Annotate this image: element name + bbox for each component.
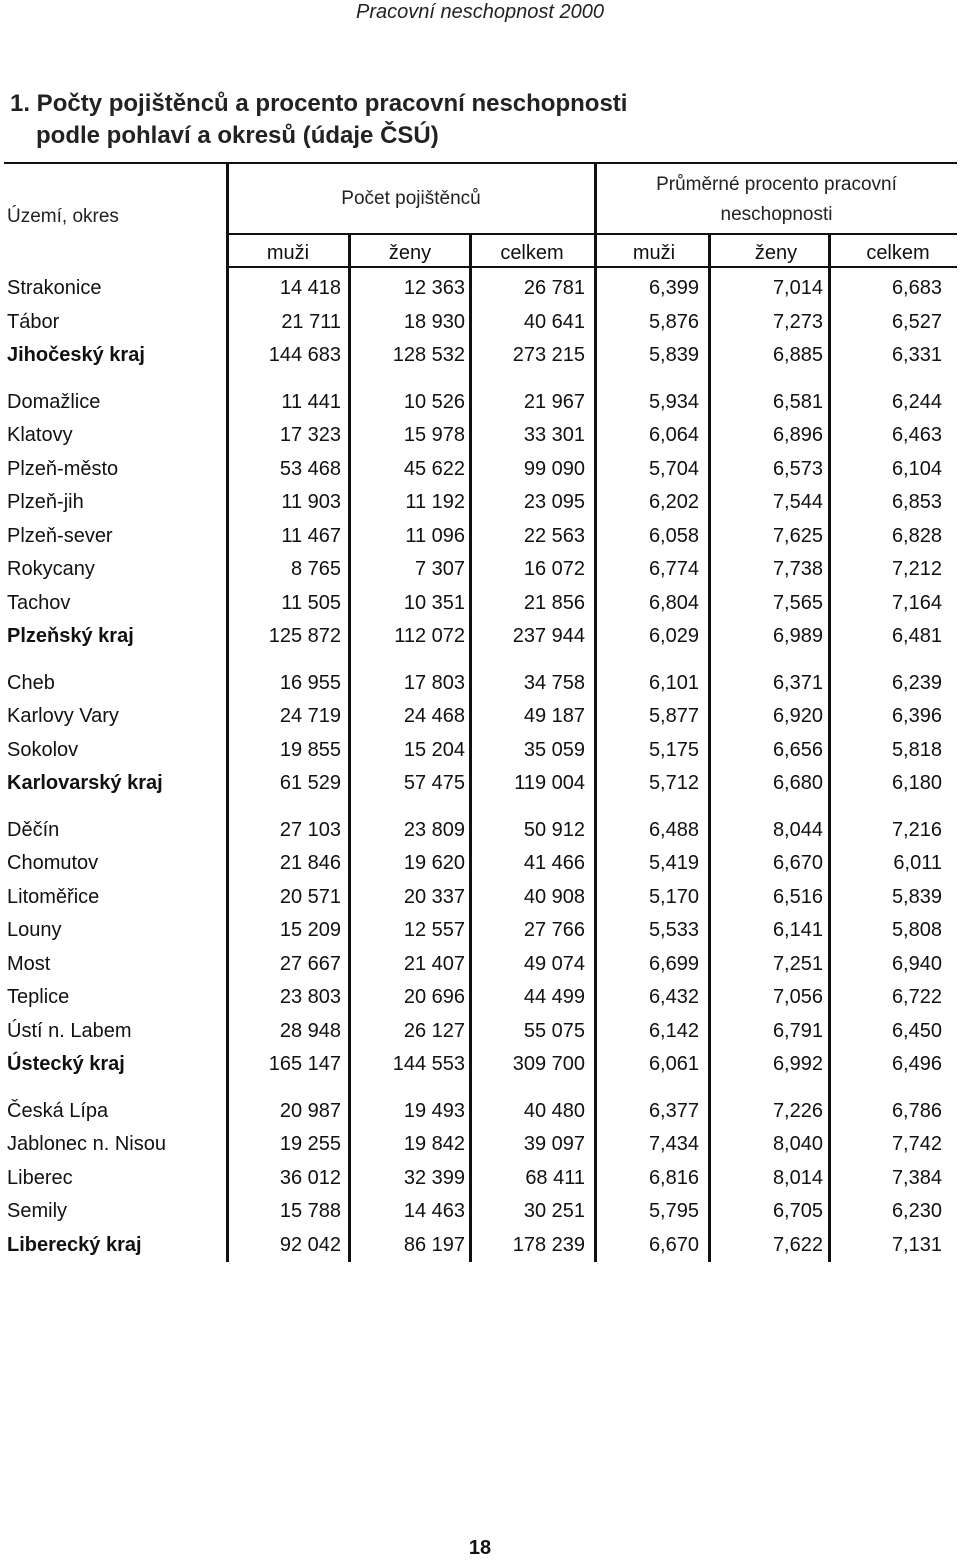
table-cell: 21 711 bbox=[281, 310, 341, 333]
table-cell: 6,581 bbox=[772, 390, 823, 413]
table-cell: 19 855 bbox=[279, 738, 341, 761]
table-row bbox=[0, 914, 960, 947]
table-cell: 6,722 bbox=[891, 986, 942, 1008]
district-name: Strakonice bbox=[7, 277, 102, 299]
table-cell: 5,704 bbox=[648, 457, 699, 480]
table-cell: 6,239 bbox=[891, 671, 942, 694]
table-cell: 6,142 bbox=[648, 1019, 699, 1042]
table-cell: 5,419 bbox=[648, 852, 699, 874]
table-cell: 8,040 bbox=[772, 1133, 823, 1155]
table-cell: 6,786 bbox=[891, 1099, 942, 1122]
table-cell: 40 908 bbox=[523, 885, 585, 908]
table-cell: 6,989 bbox=[772, 625, 823, 647]
table-cell: 6,804 bbox=[648, 591, 699, 614]
table-cell: 7,251 bbox=[772, 952, 823, 975]
table-cell: 40 480 bbox=[523, 1099, 585, 1122]
table-cell: 33 301 bbox=[523, 424, 585, 446]
table-cell: 19 842 bbox=[403, 1133, 465, 1155]
table-cell: 5,795 bbox=[648, 1200, 699, 1222]
table-cell: 61 529 bbox=[279, 772, 341, 794]
table-cell: 12 557 bbox=[403, 919, 465, 941]
table-row bbox=[0, 700, 960, 733]
table-cell: 5,175 bbox=[648, 738, 699, 761]
table-cell: 32 399 bbox=[403, 1166, 465, 1189]
table-cell: 6,774 bbox=[648, 558, 699, 580]
table-cell: 6,463 bbox=[891, 424, 942, 446]
table-cell: 26 127 bbox=[403, 1019, 465, 1042]
table-row bbox=[0, 948, 960, 981]
subheader-women-count: ženy bbox=[388, 242, 432, 264]
table-cell: 7,625 bbox=[772, 524, 823, 547]
title-line-2: podle pohlaví a okresů (údaje ČSÚ) bbox=[36, 122, 439, 149]
table-cell: 6,371 bbox=[772, 671, 823, 694]
district-name: Litoměřice bbox=[7, 885, 100, 908]
table-cell: 15 204 bbox=[403, 738, 465, 761]
table-cell: 6,029 bbox=[648, 625, 699, 647]
table-cell: 18 930 bbox=[403, 310, 465, 333]
table-cell: 49 187 bbox=[523, 705, 585, 727]
table-cell: 6,680 bbox=[772, 772, 823, 794]
table-cell: 6,450 bbox=[891, 1019, 942, 1042]
table-cell: 21 846 bbox=[279, 852, 341, 874]
header-insured-count: Počet pojištěnců bbox=[341, 188, 481, 209]
table-cell: 20 696 bbox=[403, 986, 465, 1008]
table-cell: 6,104 bbox=[891, 457, 942, 480]
table-cell: 23 803 bbox=[279, 986, 341, 1008]
table-cell: 6,331 bbox=[891, 344, 942, 366]
district-name: Česká Lípa bbox=[7, 1099, 109, 1122]
district-name: Louny bbox=[7, 919, 62, 941]
table-cell: 39 097 bbox=[523, 1133, 585, 1155]
table-top-rule bbox=[4, 162, 226, 164]
table-cell: 27 667 bbox=[279, 952, 341, 975]
subheader-men-count: muži bbox=[266, 242, 310, 264]
table-cell: 11 903 bbox=[281, 491, 341, 513]
table-cell: 5,839 bbox=[648, 344, 699, 366]
table-row bbox=[0, 1128, 960, 1161]
district-name: Sokolov bbox=[7, 738, 79, 761]
table-cell: 6,244 bbox=[891, 390, 942, 413]
table-cell: 35 059 bbox=[523, 738, 585, 761]
table-cell: 11 467 bbox=[281, 524, 341, 547]
table-cell: 5,533 bbox=[648, 919, 699, 941]
table-cell: 21 407 bbox=[403, 952, 465, 975]
table-cell: 14 418 bbox=[279, 277, 341, 299]
table-cell: 119 004 bbox=[514, 772, 585, 794]
header-bottom-rule bbox=[226, 266, 957, 268]
region-total-row bbox=[0, 767, 960, 800]
subheader-total-percent: celkem bbox=[866, 242, 930, 264]
table-cell: 6,816 bbox=[648, 1166, 699, 1189]
table-cell: 44 499 bbox=[523, 986, 585, 1008]
table-cell: 34 758 bbox=[523, 671, 585, 694]
table-row bbox=[0, 1015, 960, 1048]
table-cell: 40 641 bbox=[523, 310, 585, 333]
table-cell: 19 493 bbox=[403, 1099, 465, 1122]
table-cell: 11 096 bbox=[405, 524, 465, 547]
table-cell: 7,384 bbox=[891, 1166, 942, 1189]
table-cell: 5,839 bbox=[891, 885, 942, 908]
table-cell: 6,705 bbox=[772, 1200, 823, 1222]
table-cell: 144 553 bbox=[392, 1053, 465, 1075]
table-cell: 5,712 bbox=[648, 772, 699, 794]
table-row bbox=[0, 1195, 960, 1228]
table-cell: 6,481 bbox=[891, 625, 942, 647]
table-cell: 6,527 bbox=[891, 310, 942, 333]
table-cell: 5,877 bbox=[648, 705, 699, 727]
table-cell: 26 781 bbox=[523, 277, 585, 299]
table-cell: 273 215 bbox=[512, 344, 585, 366]
table-cell: 53 468 bbox=[279, 457, 341, 480]
table-cell: 92 042 bbox=[279, 1233, 341, 1256]
district-name: Tachov bbox=[7, 591, 71, 614]
table-cell: 8 765 bbox=[290, 558, 341, 580]
table-cell: 17 803 bbox=[403, 671, 465, 694]
table-cell: 27 103 bbox=[279, 818, 341, 841]
table-cell: 28 948 bbox=[279, 1019, 341, 1042]
region-total-row bbox=[0, 1048, 960, 1081]
table-cell: 23 809 bbox=[403, 818, 465, 841]
table-cell: 11 192 bbox=[405, 491, 465, 513]
region-total-row bbox=[0, 339, 960, 372]
region-name: Plzeňský kraj bbox=[7, 625, 134, 647]
table-row bbox=[0, 306, 960, 339]
table-cell: 22 563 bbox=[523, 524, 585, 547]
table-cell: 8,014 bbox=[772, 1166, 823, 1189]
table-cell: 21 967 bbox=[523, 390, 585, 413]
table-cell: 41 466 bbox=[523, 852, 585, 874]
table-cell: 6,573 bbox=[772, 457, 823, 480]
table-cell: 7,434 bbox=[648, 1133, 699, 1155]
table-cell: 86 197 bbox=[403, 1233, 465, 1256]
table-cell: 6,101 bbox=[648, 671, 699, 694]
table-cell: 6,853 bbox=[891, 491, 942, 513]
table-cell: 6,230 bbox=[891, 1200, 942, 1222]
table-cell: 6,141 bbox=[772, 919, 823, 941]
table-cell: 237 944 bbox=[512, 625, 585, 647]
district-name: Domažlice bbox=[7, 390, 101, 413]
running-header: Pracovní neschopnost 2000 bbox=[356, 1, 604, 23]
table-row bbox=[0, 272, 960, 305]
table-cell: 5,818 bbox=[891, 738, 942, 761]
table-cell: 21 856 bbox=[523, 591, 585, 614]
table-cell: 6,399 bbox=[648, 277, 699, 299]
table-cell: 5,934 bbox=[648, 390, 699, 413]
table-cell: 68 411 bbox=[525, 1166, 585, 1189]
table-cell: 16 955 bbox=[279, 671, 341, 694]
table-row bbox=[0, 847, 960, 880]
district-name: Rokycany bbox=[7, 558, 95, 580]
subheader-rule bbox=[226, 233, 957, 235]
table-cell: 45 622 bbox=[403, 457, 465, 480]
district-name: Jablonec n. Nisou bbox=[7, 1133, 166, 1155]
table-cell: 27 766 bbox=[523, 919, 585, 941]
district-name: Ústí n. Labem bbox=[7, 1019, 132, 1042]
table-cell: 6,992 bbox=[772, 1053, 823, 1075]
table-cell: 6,683 bbox=[891, 277, 942, 299]
table-cell: 15 978 bbox=[403, 424, 465, 446]
district-name: Plzeň-město bbox=[7, 457, 119, 480]
table-row bbox=[0, 419, 960, 452]
table-cell: 36 012 bbox=[279, 1166, 341, 1189]
table-row bbox=[0, 520, 960, 553]
table-cell: 30 251 bbox=[523, 1200, 585, 1222]
table-cell: 6,920 bbox=[772, 705, 823, 727]
subheader-men-percent: muži bbox=[632, 242, 676, 264]
table-top-rule-right bbox=[226, 162, 957, 164]
district-name: Liberec bbox=[7, 1166, 73, 1189]
table-cell: 10 526 bbox=[403, 390, 465, 413]
district-name: Cheb bbox=[7, 671, 55, 694]
table-cell: 128 532 bbox=[392, 344, 465, 366]
district-name: Most bbox=[7, 952, 51, 975]
district-name: Děčín bbox=[7, 818, 60, 841]
table-row bbox=[0, 734, 960, 767]
table-cell: 7,216 bbox=[891, 818, 942, 841]
table-cell: 7,212 bbox=[891, 558, 942, 580]
table-cell: 16 072 bbox=[523, 558, 585, 580]
table-cell: 6,940 bbox=[891, 952, 942, 975]
table-cell: 15 788 bbox=[279, 1200, 341, 1222]
table-cell: 7,738 bbox=[772, 558, 823, 580]
region-name: Ústecký kraj bbox=[7, 1053, 125, 1075]
table-cell: 6,432 bbox=[648, 986, 699, 1008]
table-cell: 55 075 bbox=[523, 1019, 585, 1042]
table-cell: 11 505 bbox=[281, 591, 341, 614]
table-cell: 309 700 bbox=[512, 1053, 585, 1075]
table-cell: 19 255 bbox=[279, 1133, 341, 1155]
table-cell: 17 323 bbox=[279, 424, 341, 446]
table-cell: 6,064 bbox=[648, 424, 699, 446]
page-number: 18 bbox=[468, 1537, 492, 1559]
document-title bbox=[10, 88, 910, 152]
table-row bbox=[0, 814, 960, 847]
table-cell: 7,544 bbox=[772, 491, 823, 513]
table-cell: 178 239 bbox=[512, 1233, 585, 1256]
table-cell: 20 337 bbox=[403, 885, 465, 908]
district-name: Klatovy bbox=[7, 424, 73, 446]
district-name: Plzeň-jih bbox=[7, 491, 84, 513]
table-cell: 24 468 bbox=[403, 705, 465, 727]
table-cell: 20 987 bbox=[279, 1099, 341, 1122]
title-line-1: 1. Počty pojištěnců a procento pracovní neschopnosti bbox=[10, 90, 628, 117]
table-cell: 50 912 bbox=[523, 818, 585, 841]
district-name: Teplice bbox=[7, 986, 70, 1008]
table-cell: 165 147 bbox=[268, 1053, 341, 1075]
table-cell: 7 307 bbox=[414, 558, 465, 580]
table-cell: 6,656 bbox=[772, 738, 823, 761]
table-row bbox=[0, 486, 960, 519]
table-cell: 20 571 bbox=[279, 885, 341, 908]
table-row bbox=[0, 553, 960, 586]
region-name: Karlovarský kraj bbox=[7, 772, 163, 794]
table-cell: 5,170 bbox=[648, 885, 699, 908]
table-cell: 6,670 bbox=[772, 852, 823, 874]
table-row bbox=[0, 881, 960, 914]
table-cell: 10 351 bbox=[403, 591, 465, 614]
region-total-row bbox=[0, 1229, 960, 1262]
table-cell: 6,516 bbox=[772, 885, 823, 908]
region-name: Jihočeský kraj bbox=[7, 344, 145, 366]
region-name: Liberecký kraj bbox=[7, 1233, 142, 1256]
table-cell: 8,044 bbox=[772, 818, 823, 841]
table-cell: 6,885 bbox=[772, 344, 823, 366]
region-total-row bbox=[0, 620, 960, 653]
table-cell: 6,896 bbox=[772, 424, 823, 446]
table-cell: 7,622 bbox=[772, 1233, 823, 1256]
table-cell: 7,056 bbox=[772, 986, 823, 1008]
table-cell: 7,014 bbox=[772, 277, 823, 299]
table-cell: 7,273 bbox=[772, 310, 823, 333]
table-cell: 6,699 bbox=[648, 952, 699, 975]
district-name: Chomutov bbox=[7, 852, 99, 874]
header-avg-percent-line-2: neschopnosti bbox=[720, 204, 833, 225]
table-cell: 6,011 bbox=[893, 852, 942, 874]
table-row bbox=[0, 386, 960, 419]
table-cell: 6,791 bbox=[772, 1019, 823, 1042]
district-name: Tábor bbox=[7, 310, 60, 333]
table-cell: 24 719 bbox=[279, 705, 341, 727]
table-cell: 15 209 bbox=[279, 919, 341, 941]
district-name: Semily bbox=[7, 1200, 68, 1222]
table-cell: 19 620 bbox=[403, 852, 465, 874]
district-name: Karlovy Vary bbox=[7, 705, 119, 727]
table-cell: 12 363 bbox=[403, 277, 465, 299]
header-avg-percent-line-1: Průměrné procento pracovní bbox=[656, 174, 897, 195]
table-cell: 112 072 bbox=[394, 625, 465, 647]
table-cell: 6,828 bbox=[891, 524, 942, 547]
header-area: Území, okres bbox=[7, 206, 119, 227]
table-cell: 49 074 bbox=[523, 952, 585, 975]
table-cell: 7,742 bbox=[891, 1133, 942, 1155]
table-cell: 6,061 bbox=[648, 1053, 699, 1075]
table-row bbox=[0, 453, 960, 486]
table-row bbox=[0, 1162, 960, 1195]
table-cell: 144 683 bbox=[268, 344, 341, 366]
table-cell: 5,808 bbox=[891, 919, 942, 941]
table-cell: 6,058 bbox=[648, 524, 699, 547]
table-cell: 7,131 bbox=[891, 1233, 942, 1256]
table-cell: 6,202 bbox=[648, 491, 699, 513]
table-cell: 6,180 bbox=[891, 772, 942, 794]
table-cell: 6,670 bbox=[648, 1233, 699, 1256]
table-cell: 14 463 bbox=[403, 1200, 465, 1222]
table-cell: 6,488 bbox=[648, 818, 699, 841]
table-cell: 7,565 bbox=[772, 591, 823, 614]
table-row bbox=[0, 667, 960, 700]
table-cell: 11 441 bbox=[281, 390, 341, 413]
table-row bbox=[0, 587, 960, 620]
table-cell: 6,396 bbox=[891, 705, 942, 727]
subheader-total-count: celkem bbox=[500, 242, 564, 264]
table-cell: 6,496 bbox=[891, 1053, 942, 1075]
table-row bbox=[0, 1095, 960, 1128]
table-cell: 23 095 bbox=[523, 491, 585, 513]
header-avg-percent bbox=[596, 170, 957, 230]
table-row bbox=[0, 981, 960, 1014]
table-cell: 6,377 bbox=[648, 1099, 699, 1122]
table-cell: 57 475 bbox=[403, 772, 465, 794]
table-cell: 7,164 bbox=[891, 591, 942, 614]
subheader-women-percent: ženy bbox=[754, 242, 798, 264]
table-cell: 5,876 bbox=[648, 310, 699, 333]
table-cell: 7,226 bbox=[772, 1099, 823, 1122]
district-name: Plzeň-sever bbox=[7, 524, 113, 547]
table-cell: 125 872 bbox=[268, 625, 341, 647]
table-cell: 99 090 bbox=[523, 457, 585, 480]
